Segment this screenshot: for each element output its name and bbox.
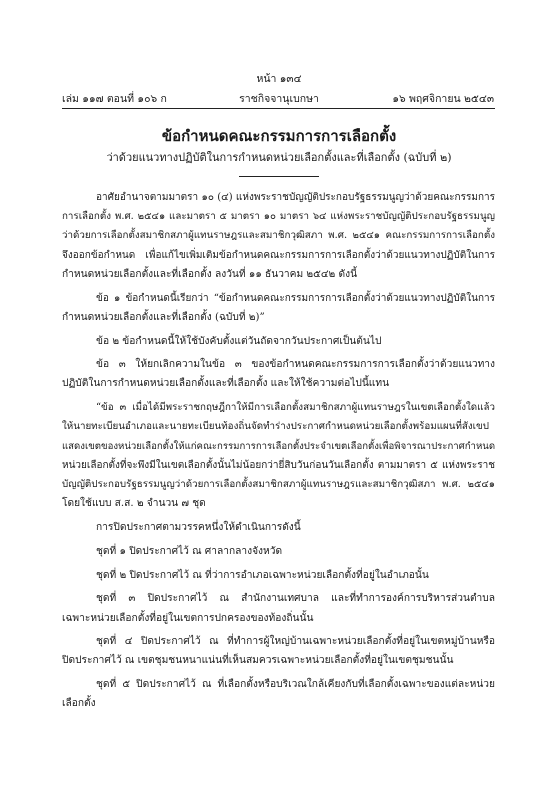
gazette-name: ราชกิจจานุเบกษา bbox=[239, 93, 319, 105]
body-line: เลือกตั้ง bbox=[62, 698, 96, 710]
body-line: ข้อ ๑ ข้อกำหนดนี้เรียกว่า “ข้อกำหนดคณะกรรมการการเลือกตั้งว่าด้วยแนวทางปฏิบัติในการ bbox=[96, 292, 495, 304]
body-line: แสดงเขตของหน่วยเลือกตั้งให้แก่คณะกรรมการการเลือกตั้งประจำเขตเลือกตั้งเพื่อพิจารณาประกาศกำหนด bbox=[62, 440, 495, 452]
body-line: กำหนดหน่วยเลือกตั้งและที่เลือกตั้ง ลงวันที่ ๑๑ ธันวาคม ๒๕๔๒ ดังนี้ bbox=[62, 268, 358, 280]
body-line: กำหนดหน่วยเลือกตั้งและที่เลือกตั้ง (ฉบับที่ ๒)” bbox=[62, 311, 265, 323]
document-body bbox=[62, 188, 495, 714]
body-line: การเลือกตั้ง พ.ศ. ๒๕๔๑ และมาตรา ๕ มาตรา ๑๐ มาตรา ๖๔ แห่งพระราชบัญญัติประกอบรัฐธรรมนูญ bbox=[62, 211, 495, 223]
body-line: ชุดที่ ๒ ปิดประกาศไว้ ณ ที่ว่าการอำเภอเฉพาะหน่วยเลือกตั้งที่อยู่ในอำเภอนั้น bbox=[96, 569, 429, 581]
body-line: จึงออกข้อกำหนด เพื่อแก้ไขเพิ่มเติมข้อกำหนดคณะกรรมการการเลือกตั้งว่าด้วยแนวทางปฏิบัติในการ bbox=[62, 249, 495, 261]
body-line: ข้อ ๓ ให้ยกเลิกความในข้อ ๓ ของข้อกำหนดคณะกรรมการการเลือกตั้งว่าด้วยแนวทาง bbox=[96, 359, 495, 371]
body-line: บัญญัติประกอบรัฐธรรมนูญว่าด้วยการเลือกตั้งสมาชิกสภาผู้แทนราษฎรและสมาชิกวุฒิสภา พ.ศ. ๒๕๔๑ bbox=[62, 479, 495, 490]
page-number: หน้า ๑๓๔ bbox=[256, 73, 302, 85]
document-subtitle: ว่าด้วยแนวทางปฏิบัติในการกำหนดหน่วยเลือกตั้งและที่เลือกตั้ง (ฉบับที่ ๒) bbox=[106, 151, 452, 164]
body-line: ชุดที่ ๑ ปิดประกาศไว้ ณ ศาลากลางจังหวัด bbox=[96, 545, 283, 557]
body-line: อาศัยอำนาจตามมาตรา ๑๐ (๔) แห่งพระราชบัญญัติประกอบรัฐธรรมนูญว่าด้วยคณะกรรมการ bbox=[96, 192, 495, 203]
body-line: เฉพาะหน่วยเลือกตั้งที่อยู่ในเขตการปกครองของท้องถิ่นนั้น bbox=[62, 612, 314, 624]
body-line: ชุดที่ ๔ ปิดประกาศไว้ ณ ที่ทำการผู้ใหญ่บ้านเฉพาะหน่วยเลือกตั้งที่อยู่ในเขตหมู่บ้านหรือ bbox=[96, 636, 495, 648]
body-line: ชุดที่ ๕ ปิดประกาศไว้ ณ ที่เลือกตั้งหรือบริเวณใกล้เคียงกับที่เลือกตั้งเฉพาะของแต่ละหน่วย bbox=[96, 679, 495, 691]
body-line: ให้นายทะเบียนอำเภอและนายทะเบียนท้องถิ่นจัดทำร่างประกาศกำหนดหน่วยเลือกตั้งพร้อมแผนที่สังเขป bbox=[62, 421, 489, 433]
body-line: ปฏิบัติในการกำหนดหน่วยเลือกตั้งและที่เลือกตั้ง และให้ใช้ความต่อไปนี้แทน bbox=[62, 378, 390, 390]
body-line: “ข้อ ๓ เมื่อได้มีพระราชกฤษฎีกาให้มีการเลือกตั้งสมาชิกสภาผู้แทนราษฎรในเขตเลือกตั้งใดแล้ว bbox=[96, 402, 495, 414]
body-line: หน่วยเลือกตั้งที่จะพึงมีในเขตเลือกตั้งนั้นไม่น้อยกว่ายี่สิบวันก่อนวันเลือกตั้ง ตามมาตรา ๕ แห่งพระราช bbox=[62, 459, 495, 471]
volume-issue: เล่ม ๑๑๗ ตอนที่ ๑๐๖ ก bbox=[62, 93, 167, 105]
body-line: ปิดประกาศไว้ ณ เขตชุมชนหนาแน่นที่เห็นสมควรเฉพาะหน่วยเลือกตั้งที่อยู่ในเขตชุมชนนั้น bbox=[62, 655, 454, 667]
body-line: ชุดที่ ๓ ปิดประกาศไว้ ณ สำนักงานเทศบาล และที่ทำการองค์การบริหารส่วนตำบล bbox=[96, 593, 495, 605]
body-line: การปิดประกาศตามวรรคหนึ่งให้ดำเนินการดังนี้ bbox=[96, 521, 301, 533]
body-line: ว่าด้วยการเลือกตั้งสมาชิกสภาผู้แทนราษฎรและสมาชิกวุฒิสภา พ.ศ. ๒๕๔๑ คณะกรรมการการเลือกตั้ง bbox=[62, 230, 495, 242]
body-line: โดยใช้แบบ ส.ส. ๒ จำนวน ๗ ชุด bbox=[62, 498, 206, 510]
body-line: ข้อ ๒ ข้อกำหนดนี้ให้ใช้บังคับตั้งแต่วันถัดจากวันประกาศเป็นต้นไป bbox=[96, 335, 382, 347]
title-divider bbox=[239, 176, 319, 177]
publication-date: ๑๖ พฤศจิกายน ๒๕๔๓ bbox=[392, 93, 494, 105]
document-title: ข้อกำหนดคณะกรรมการการเลือกตั้ง bbox=[161, 127, 397, 145]
header-rule bbox=[62, 108, 495, 109]
